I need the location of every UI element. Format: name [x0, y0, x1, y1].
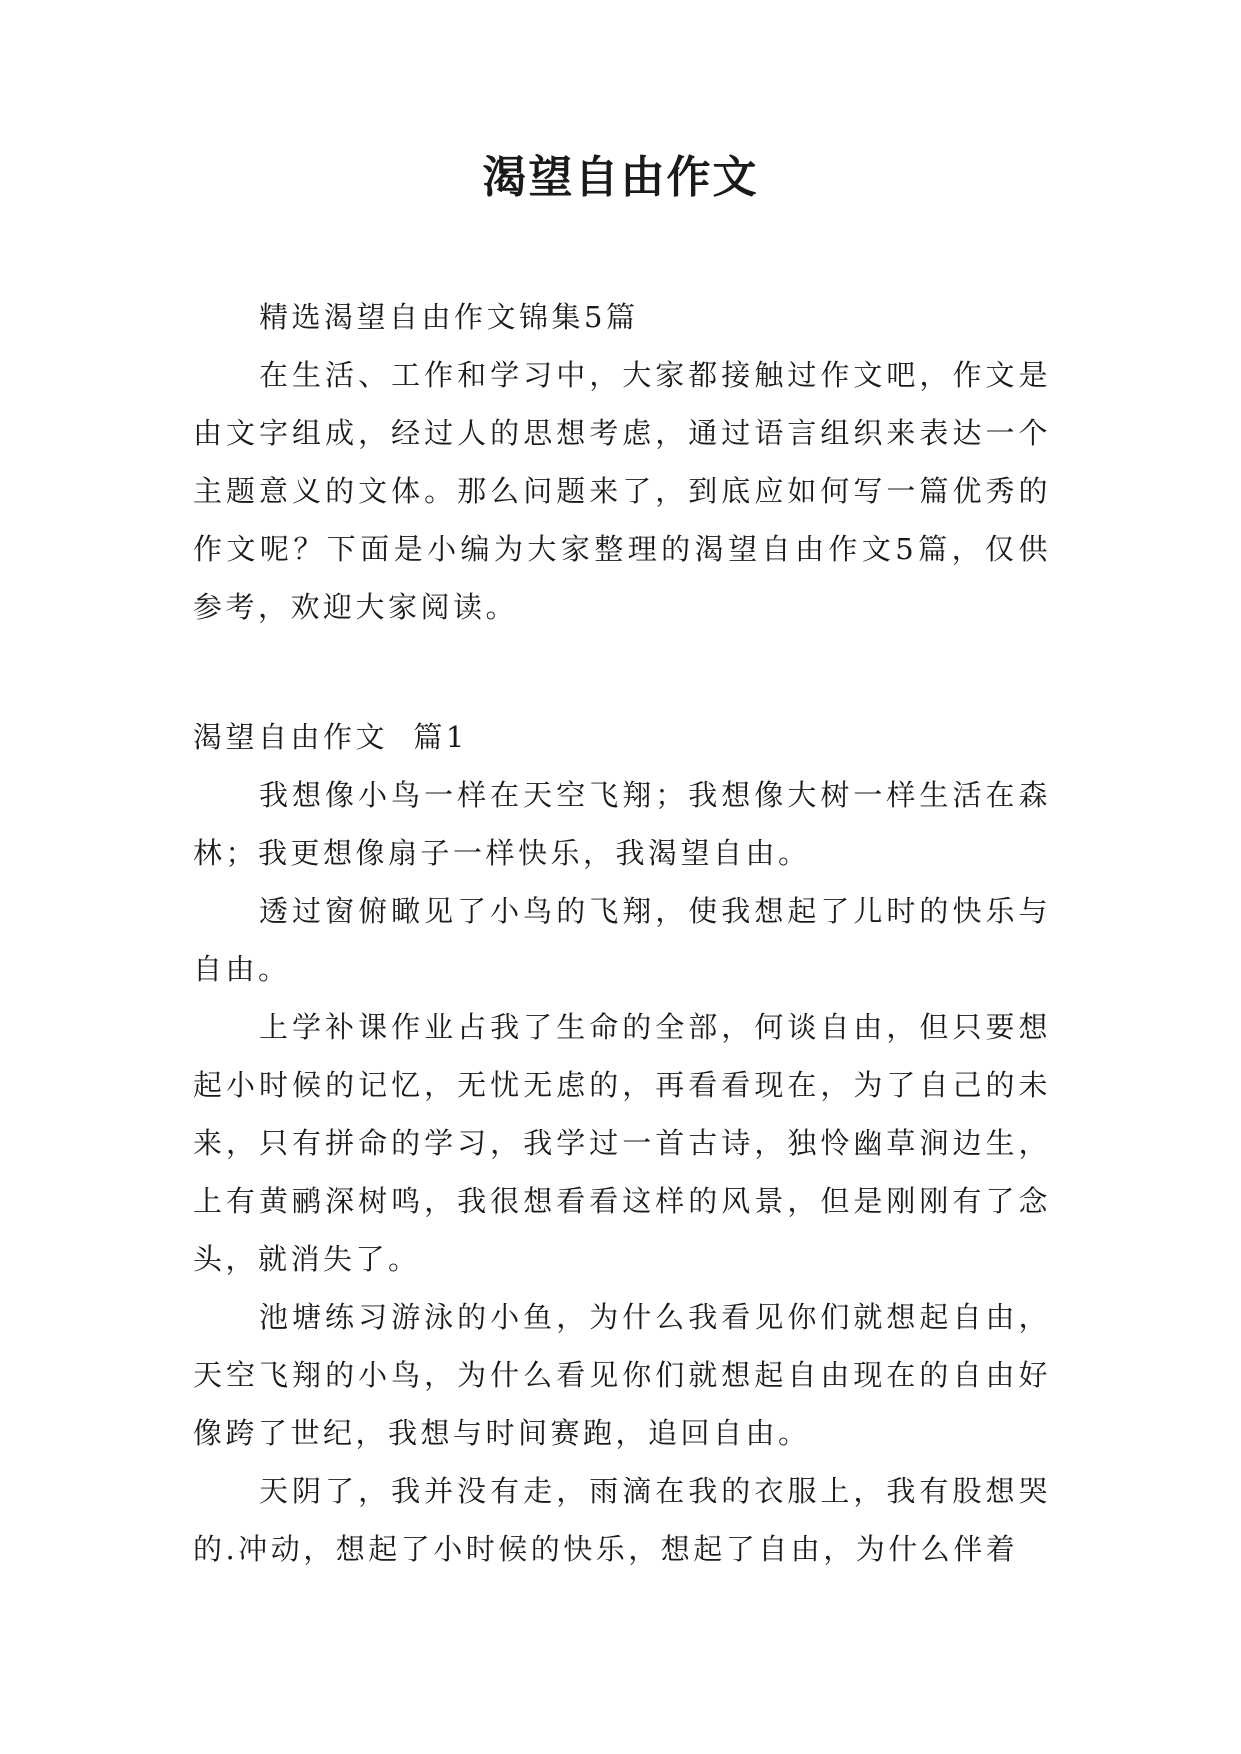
body-paragraph-5: 天阴了，我并没有走，雨滴在我的衣服上，我有股想哭的.冲动，想起了小时候的快乐，想起了自由，为什么伴着: [193, 1474, 1051, 1566]
body-paragraph-4: 池塘练习游泳的小鱼，为什么我看见你们就想起自由，天空飞翔的小鸟，为什么看见你们就想起自由现在的自由好像跨了世纪，我想与时间赛跑，追回自由。: [193, 1300, 1051, 1450]
document-title: 渴望自由作文: [482, 152, 759, 203]
body-paragraph-3: 上学补课作业占我了生命的全部，何谈自由，但只要想起小时候的记忆，无忧无虑的，再看看现在，为了自己的未来，只有拼命的学习，我学过一首古诗，独怜幽草涧边生，上有黄鹂深树鸣，我很想看看这样的风景，但是刚刚有了念头，就消失了。: [193, 1010, 1051, 1276]
section-spacer: [193, 636, 1051, 708]
section-heading: 渴望自由作文 篇1: [193, 720, 468, 754]
body-paragraph-1: 我想像小鸟一样在天空飞翔；我想像大树一样生活在森林；我更想像扇子一样快乐，我渴望自由。: [193, 778, 1051, 870]
document-body: [193, 288, 1051, 1578]
body-paragraph-2: 透过窗俯瞰见了小鸟的飞翔，使我想起了儿时的快乐与自由。: [193, 894, 1051, 986]
intro-paragraph: 在生活、工作和学习中，大家都接触过作文吧，作文是由文字组成，经过人的思想考虑，通过语言组织来表达一个主题意义的文体。那么问题来了，到底应如何写一篇优秀的作文呢？下面是小编为大家整理的渴望自由作文5篇，仅供参考，欢迎大家阅读。: [193, 358, 1051, 624]
document-subtitle: 精选渴望自由作文锦集5篇: [259, 300, 639, 334]
